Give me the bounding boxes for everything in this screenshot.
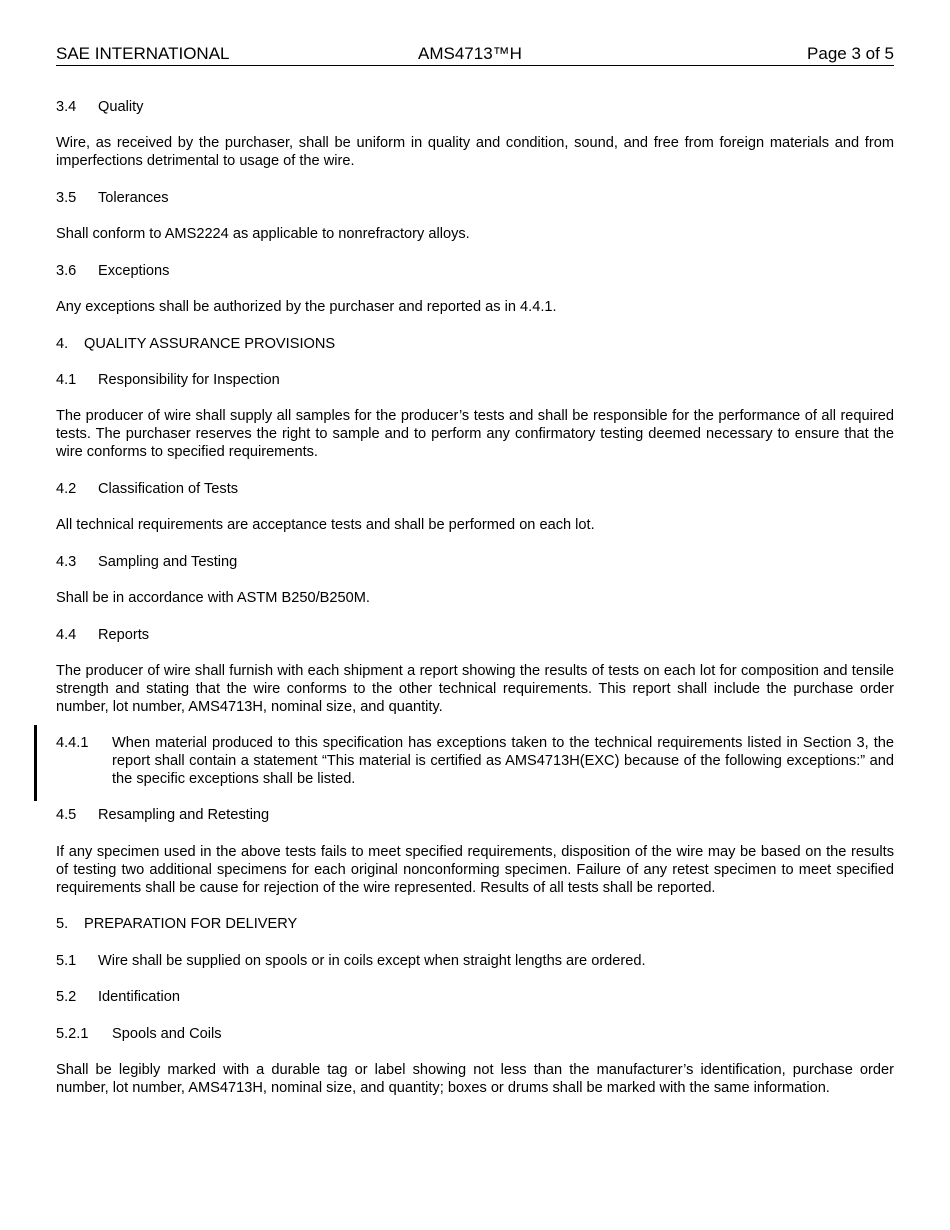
section-5-2-1-heading [56,1025,894,1043]
section-title: Identification [98,989,180,1005]
section-5-2-heading [56,988,894,1006]
section-title: Spools and Coils [112,1026,222,1042]
section-title: Responsibility for Inspection [98,372,280,388]
section-5-heading [56,915,894,933]
section-number: 4.3 [56,554,77,570]
section-title: PREPARATION FOR DELIVERY [84,916,298,932]
header-doc-id: AMS4713™H [418,44,522,63]
section-title: Exceptions [98,263,170,279]
section-number: 4.4.1 [56,735,89,751]
section-4-2-heading [56,480,894,498]
section-4-3-heading [56,553,894,571]
revision-change-bar [34,725,37,801]
section-title: Quality [98,99,144,115]
section-4-heading [56,335,894,353]
section-number: 5.1 [56,953,77,969]
section-3-4-paragraph: Wire, as received by the purchaser, shall be uniform in quality and condition, sound, and free from foreign materials and from imperfections detrimental to usage of the wire. [56,135,894,169]
section-4-4-paragraph: The producer of wire shall furnish with each shipment a report showing the results of tests on each lot for composition and tensile strength and stating that the wire conforms to the other technical requirements. This report shall include the purchase order number, lot number, AMS4713H, nominal size, and quantity. [56,663,894,715]
section-4-3-paragraph: Shall be in accordance with ASTM B250/B250M. [56,590,370,606]
section-4-1-heading [56,371,894,389]
section-number: 5. [56,916,69,932]
section-number: 4.2 [56,481,77,497]
section-title: Sampling and Testing [98,554,238,570]
section-number: 4. [56,336,69,352]
section-4-5-heading [56,806,894,824]
section-number: 5.2 [56,989,77,1005]
section-number: 4.1 [56,372,77,388]
section-3-5-heading [56,189,894,207]
page-header [56,44,894,66]
section-4-4-1 [56,734,894,788]
header-org: SAE INTERNATIONAL [56,44,230,63]
section-title: Tolerances [98,190,169,206]
section-number: 5.2.1 [56,1026,89,1042]
section-3-6-paragraph: Any exceptions shall be authorized by the purchaser and reported as in 4.4.1. [56,299,557,315]
section-4-5-paragraph: If any specimen used in the above tests fails to meet specified requirements, disposition of the wire may be based on the results of testing two additional specimens for each original nonconforming specimen. Failure of any retest specimen to meet specified requirements shall be cause for rejection of the wire represented. Results of all tests shall be reported. [56,844,894,896]
section-number: 4.4 [56,627,77,643]
section-title: Resampling and Retesting [98,807,270,823]
section-3-4-heading [56,98,894,116]
section-number: 3.4 [56,99,77,115]
section-4-2-paragraph: All technical requirements are acceptance tests and shall be performed on each lot. [56,517,595,533]
section-number: 3.5 [56,190,77,206]
section-4-1-paragraph: The producer of wire shall supply all samples for the producer’s tests and shall be responsible for the performance of all required tests. The purchaser reserves the right to sample and to perform any confirmatory testing deemed necessary to ensure that the wire conforms to specified requirements. [56,408,894,460]
section-5-2-1-paragraph: Shall be legibly marked with a durable tag or label showing not less than the manufacturer’s identification, purchase order number, lot number, AMS4713H, nominal size, and quantity; boxes or drums shall be marked with the same information. [56,1062,894,1096]
header-page-number: Page 3 of 5 [807,44,894,63]
section-3-5-paragraph: Shall conform to AMS2224 as applicable to nonrefractory alloys. [56,226,470,242]
section-title: Classification of Tests [98,481,239,497]
section-5-1-heading [56,952,894,970]
section-number: 4.5 [56,807,77,823]
section-title: Reports [98,627,150,643]
section-4-4-1-paragraph: When material produced to this specification has exceptions taken to the technical requirements listed in Section 3, the report shall contain a statement “This material is certified as AMS4713H(EXC) because of the following exceptions:” and the specific exceptions shall be listed. [112,735,894,787]
section-number: 3.6 [56,263,77,279]
section-3-6-heading [56,262,894,280]
section-title: Wire shall be supplied on spools or in coils except when straight lengths are ordered. [98,953,646,969]
section-title: QUALITY ASSURANCE PROVISIONS [84,336,336,352]
section-4-4-heading [56,626,894,644]
